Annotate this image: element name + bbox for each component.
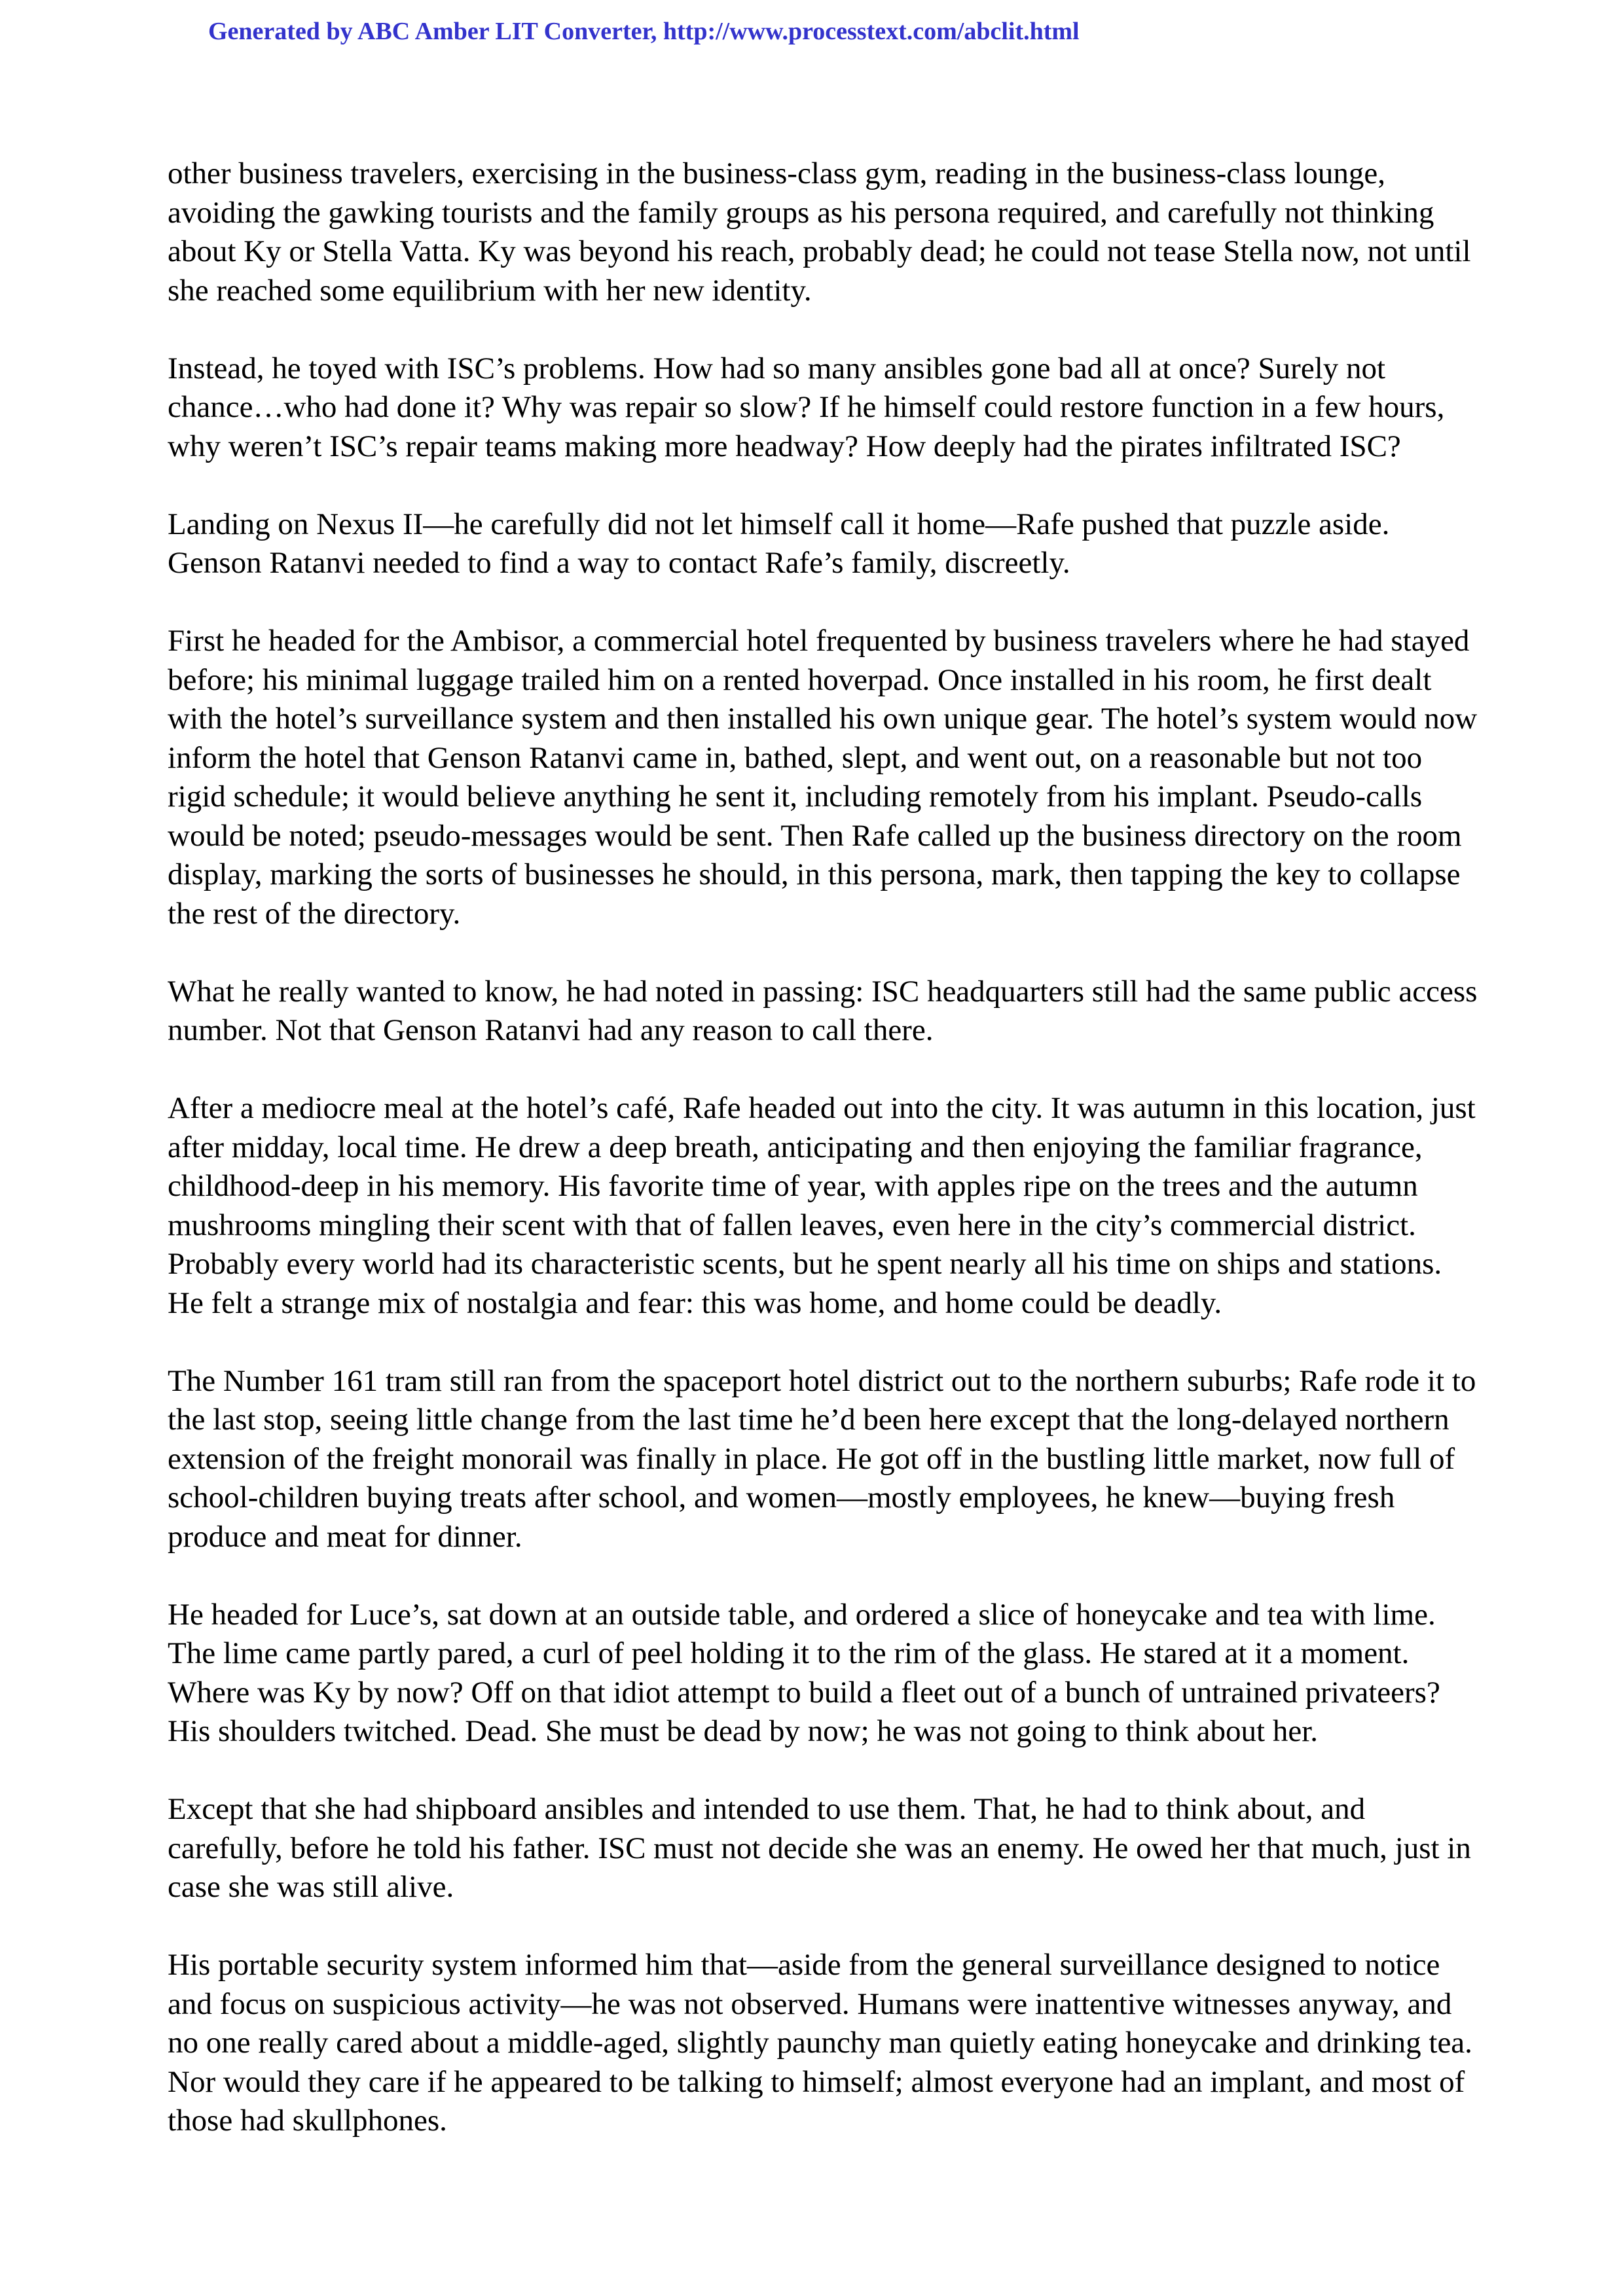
converter-header: Generated by ABC Amber LIT Converter, http://www.processtext.com/abclit.html [208, 18, 1080, 45]
paragraph: Instead, he toyed with ISC’s problems. How had so many ansibles gone bad all at once? Surely not chance…who had done it? Why was repair so slow? If he himself could restore function in a few hours, why weren’t ISC’s repair teams making more headway? How deeply had the pirates infiltrated ISC? [168, 351, 1445, 463]
paragraph: Landing on Nexus II—he carefully did not let himself call it home—Rafe pushed that puzzle aside. Genson Ratanvi needed to find a way to contact Rafe’s family, discreetly. [168, 507, 1390, 580]
paragraph: What he really wanted to know, he had noted in passing: ISC headquarters still had the same public access number. Not that Genson Ratanvi had any reason to call there. [168, 974, 1478, 1047]
paragraph: After a mediocre meal at the hotel’s café, Rafe headed out into the city. It was autumn in this location, just after midday, local time. He drew a deep breath, anticipating and then enjoying the familiar fragrance, childhood-deep in his memory. His favorite time of year, with apples ripe on the trees and the autumn mushrooms mingling their scent with that of fallen leaves, even here in the city’s commercial district. Probably every world had its characteristic scents, but he spent nearly all his time on ships and stations. He felt a strange mix of nostalgia and fear: this was home, and home could be deadly. [168, 1091, 1476, 1320]
paragraph: His portable security system informed him that—aside from the general surveillance designed to notice and focus on suspicious activity—he was not observed. Humans were inattentive witnesses anyway, and no one really cared about a middle-aged, slightly paunchy man quietly eating honeycake and drinking tea. Nor would they care if he appeared to be talking to himself; almost everyone had an implant, and most of those had skullphones. [168, 1948, 1472, 2138]
page-body [168, 154, 1484, 2179]
paragraph: The Number 161 tram still ran from the spaceport hotel district out to the northern suburbs; Rafe rode it to the last stop, seeing little change from the last time he’d been here except that the long-delayed northern extension of the freight monorail was finally in place. He got off in the bustling little market, now full of school-children buying treats after school, and women—mostly employees, he knew—buying fresh produce and meat for dinner. [168, 1363, 1476, 1554]
paragraph: other business travelers, exercising in the business-class gym, reading in the business-class lounge, avoiding the gawking tourists and the family groups as his persona required, and carefully not thinking about Ky or Stella Vatta. Ky was beyond his reach, probably dead; he could not tease Stella now, not until she reached some equilibrium with her new identity. [168, 156, 1471, 308]
paragraph: He headed for Luce’s, sat down at an outside table, and ordered a slice of honeycake and tea with lime. The lime came partly pared, a curl of peel holding it to the rim of the glass. He stared at it a moment. Where was Ky by now? Off on that idiot attempt to build a fleet out of a bunch of untrained privateers? His shoulders twitched. Dead. She must be dead by now; he was not going to think about her. [168, 1597, 1440, 1748]
paragraph: First he headed for the Ambisor, a commercial hotel frequented by business travelers where he had stayed before; his minimal luggage trailed him on a rented hoverpad. Once installed in his room, he first dealt with the hotel’s surveillance system and then installed his own unique gear. The hotel’s system would now inform the hotel that Genson Ratanvi came in, bathed, slept, and went out, on a reasonable but not too rigid schedule; it would believe anything he sent it, including remotely from his implant. Pseudo-calls would be noted; pseudo-messages would be sent. Then Rafe called up the business directory on the room display, marking the sorts of businesses he should, in this persona, mark, then tapping the key to collapse the rest of the directory. [168, 624, 1478, 931]
paragraph: Except that she had shipboard ansibles and intended to use them. That, he had to think about, and carefully, before he told his father. ISC must not decide she was an enemy. He owed her that much, just in case she was still alive. [168, 1792, 1471, 1904]
